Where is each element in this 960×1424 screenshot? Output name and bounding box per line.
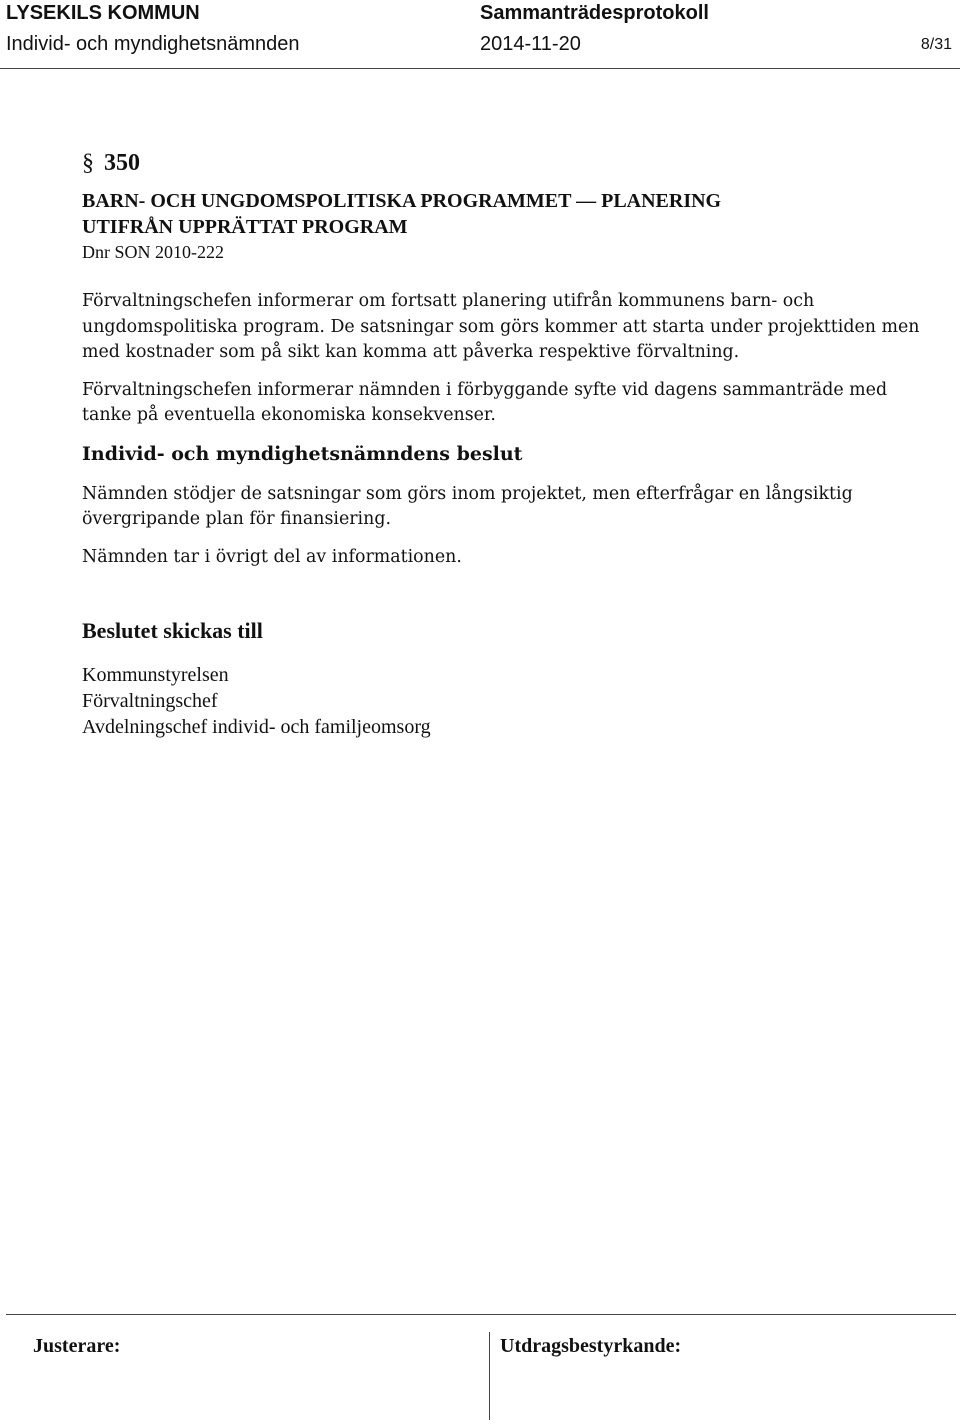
section-symbol: § — [82, 150, 94, 176]
section-title-line-1: BARN- OCH UNGDOMSPOLITISKA PROGRAMMET — PLANERING — [82, 190, 722, 213]
section-title-line-2: UTIFRÅN UPPRÄTTAT PROGRAM — [82, 216, 408, 239]
header-divider — [0, 68, 960, 69]
decision-heading: Individ- och myndighetsnämndens beslut — [82, 442, 523, 465]
committee-name: Individ- och myndighetsnämnden — [6, 33, 300, 55]
decision-paragraph-2: Nämnden tar i övrigt del av informationen. — [82, 546, 462, 567]
section-number — [82, 150, 922, 176]
body-paragraph-1: Förvaltningschefen informerar om fortsatt planering utifrån kommunens barn- och ungdomspolitiska program. De satsningar som görs kommer att starta under projekttiden men med kostnader som på sikt kan komma att påverka respektive förvaltning. — [82, 291, 920, 363]
recipient-2: Förvaltningschef — [82, 689, 218, 712]
document-type: Sammanträdesprotokoll — [480, 2, 709, 24]
recipient-3: Avdelningschef individ- och familjeomsorg — [82, 715, 431, 738]
page-header — [0, 0, 960, 72]
meeting-date: 2014-11-20 — [480, 33, 581, 55]
body-paragraph-2: Förvaltningschefen informerar nämnden i förbyggande syfte vid dagens sammanträde med tanke på eventuella ekonomiska konsekvenser. — [82, 379, 888, 426]
recipient-1: Kommunstyrelsen — [82, 663, 229, 686]
send-to-heading: Beslutet skickas till — [82, 618, 263, 644]
footer-divider — [6, 1314, 956, 1315]
case-number: Dnr SON 2010-222 — [82, 242, 224, 263]
page-number: 8/31 — [920, 36, 952, 53]
document-body — [82, 150, 922, 740]
adjuster-label: Justerare: — [33, 1335, 121, 1357]
extract-certification-label: Utdragsbestyrkande: — [500, 1335, 682, 1357]
organization-name: LYSEKILS KOMMUN — [6, 2, 200, 24]
footer-column-divider — [489, 1332, 490, 1420]
decision-paragraph-1: Nämnden stödjer de satsningar som görs inom projektet, men efterfrågar en långsiktig övergripande plan för finansiering. — [82, 483, 853, 530]
section-number-value: 350 — [104, 150, 140, 176]
